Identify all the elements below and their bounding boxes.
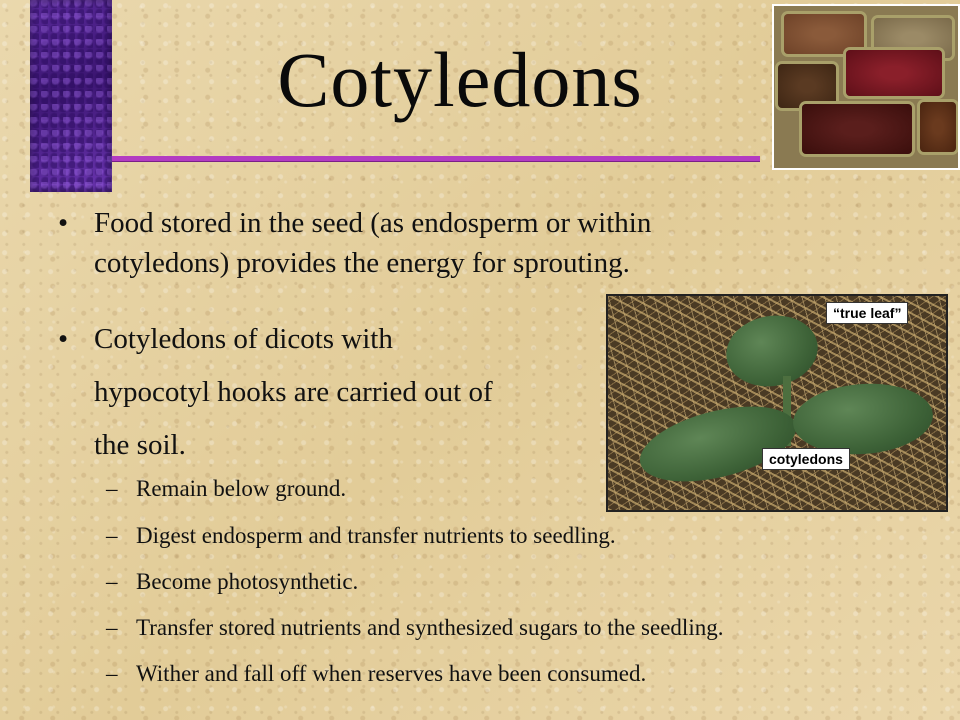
cotyledons-label: cotyledons [762, 448, 850, 470]
sub-bullet [106, 521, 616, 551]
sub-bullet-text: Digest endosperm and transfer nutrients to seedling. [136, 523, 616, 548]
true-leaf-label: “true leaf” [826, 302, 908, 324]
sub-bullet [106, 659, 646, 689]
title-underline [112, 156, 760, 161]
bullet-line: Food stored in the seed (as endosperm or within [94, 207, 652, 239]
dash-marker: – [106, 523, 118, 548]
dash-marker: – [106, 615, 118, 640]
sub-bullet-text: Remain below ground. [136, 476, 347, 501]
sub-bullet-text: Transfer stored nutrients and synthesized sugars to the seedling. [136, 615, 724, 640]
left-cotyledon [632, 393, 803, 496]
bullet-marker: • [58, 323, 69, 355]
bullet-line: hypocotyl hooks are carried out of [94, 376, 493, 408]
dash-marker: – [106, 476, 118, 501]
sub-bullet-text: Become photosynthetic. [136, 569, 359, 594]
seed-trays-photo [772, 4, 960, 170]
sub-bullet [106, 474, 346, 504]
bullet-line: cotyledons) provides the energy for sprouting. [94, 247, 630, 279]
bullet-line: the soil. [94, 429, 186, 461]
slide-title: Cotyledons [277, 36, 643, 123]
sub-bullet [106, 613, 723, 643]
bullet-line: Cotyledons of dicots with [94, 323, 393, 355]
dash-marker: – [106, 661, 118, 686]
bullet-cotyledons-dicots [58, 313, 598, 463]
decorative-purple-block [30, 0, 112, 192]
sub-bullet [106, 567, 358, 597]
bullet-marker: • [58, 207, 69, 239]
sub-bullet-text: Wither and fall off when reserves have been consumed. [136, 661, 647, 686]
bullet-food-stored [58, 203, 818, 287]
seedling-photo [606, 294, 948, 512]
right-cotyledon [791, 379, 936, 459]
dash-marker: – [106, 569, 118, 594]
true-leaf [721, 309, 824, 394]
